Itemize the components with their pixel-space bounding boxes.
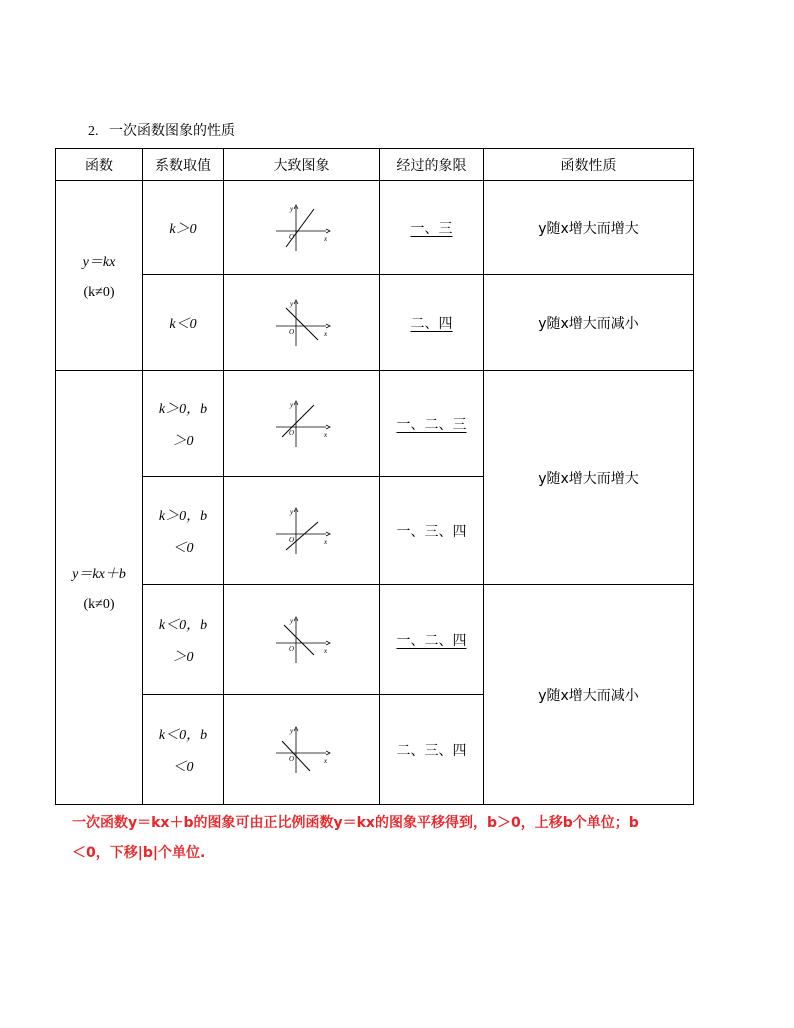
property-cell: [484, 585, 694, 805]
y-axis-label: y: [289, 204, 293, 213]
quadrant-cell: [380, 371, 484, 477]
coefficient-cell: [143, 371, 224, 477]
section-title: 一次函数图象的性质: [108, 123, 235, 139]
coefficient-text: ＞0: [172, 649, 194, 665]
quadrant-text: 一、三: [410, 220, 453, 237]
coefficient-cell: [143, 181, 224, 275]
coefficient-text: ＞0: [172, 433, 194, 449]
property-text: y随x增大而增大: [538, 220, 639, 237]
graph-sketch: [272, 725, 332, 775]
x-axis-arrow-icon: [326, 229, 330, 233]
x-axis-label: x: [323, 537, 327, 546]
function-condition: (k≠0): [83, 596, 115, 612]
note-line: ＜0，下移|b|个单位.: [72, 845, 206, 861]
x-axis-label: x: [323, 329, 327, 338]
origin-label: O: [288, 535, 294, 544]
quadrant-cell: [380, 181, 484, 275]
coefficient-text: k＞0，b: [158, 401, 208, 417]
x-axis-label: x: [323, 430, 327, 439]
graph-cell: [224, 585, 380, 695]
function-condition: (k≠0): [83, 284, 115, 300]
origin-label: O: [288, 754, 294, 763]
graph-cell: [224, 371, 380, 477]
coefficient-text: k＞0，b: [158, 508, 208, 524]
y-axis-label: y: [289, 616, 293, 625]
x-axis-label: x: [323, 646, 327, 655]
header-function: 函数: [56, 149, 143, 181]
header-coefficient: 系数取值: [143, 149, 224, 181]
table-row: [56, 585, 694, 695]
quadrant-cell: [380, 477, 484, 585]
coefficient-cell: [143, 585, 224, 695]
graph-sketch: [272, 399, 332, 449]
table-row: [56, 371, 694, 477]
quadrant-text: 一、三、四: [396, 523, 467, 540]
header-graph: 大致图象: [224, 149, 380, 181]
property-text: y随x增大而减小: [538, 315, 639, 332]
quadrant-text: 一、二、四: [396, 632, 467, 649]
y-axis-label: y: [289, 400, 293, 409]
x-axis-arrow-icon: [326, 425, 330, 429]
graph-sketch: [272, 506, 332, 556]
property-text: y随x增大而增大: [538, 470, 639, 487]
translation-note: [72, 808, 712, 868]
header-property: 函数性质: [484, 149, 694, 181]
table-row: [56, 275, 694, 371]
coefficient-cell: [143, 695, 224, 805]
quadrant-cell: [380, 275, 484, 371]
function-formula: y＝kx＋b: [72, 566, 126, 582]
origin-label: O: [288, 644, 294, 653]
quadrant-text: 二、四: [410, 315, 453, 332]
origin-label: O: [288, 428, 294, 437]
quadrant-cell: [380, 585, 484, 695]
coefficient-text: ＜0: [172, 759, 194, 775]
x-axis-arrow-icon: [326, 532, 330, 536]
x-axis-label: x: [323, 234, 327, 243]
function-line: [282, 405, 314, 437]
property-cell: [484, 275, 694, 371]
coefficient-text: ＜0: [172, 540, 194, 556]
coefficient-cell: [143, 477, 224, 585]
graph-sketch: [272, 615, 332, 665]
coefficient-text: k＜0，b: [158, 727, 208, 743]
linear-function-properties-table: [55, 148, 694, 805]
origin-label: O: [288, 327, 294, 336]
header-quadrants: 经过的象限: [380, 149, 484, 181]
quadrant-cell: [380, 695, 484, 805]
section-heading: [88, 120, 235, 140]
coefficient-cell: [143, 275, 224, 371]
property-text: y随x增大而减小: [538, 687, 639, 704]
note-line: 一次函数y＝kx＋b的图象可由正比例函数y＝kx的图象平移得到，b＞0，上移b个单位；b: [72, 815, 639, 831]
coefficient-text: k＜0: [169, 316, 197, 332]
y-axis-label: y: [289, 507, 293, 516]
property-cell: [484, 181, 694, 275]
function-line: [286, 209, 314, 247]
graph-cell: [224, 695, 380, 805]
function-formula: y＝kx: [82, 254, 116, 270]
graph-cell: [224, 181, 380, 275]
quadrant-text: 二、三、四: [396, 742, 467, 759]
origin-label: O: [288, 232, 294, 241]
x-axis-arrow-icon: [326, 641, 330, 645]
quadrant-text: 一、二、三: [396, 416, 467, 433]
coefficient-text: k＜0，b: [158, 617, 208, 633]
graph-cell: [224, 275, 380, 371]
y-axis-label: y: [289, 726, 293, 735]
function-cell: [56, 371, 143, 805]
y-axis-label: y: [289, 299, 293, 308]
section-number: 2.: [88, 124, 99, 139]
graph-sketch: [272, 203, 332, 253]
x-axis-arrow-icon: [326, 751, 330, 755]
table-row: [56, 181, 694, 275]
property-cell: [484, 371, 694, 585]
x-axis-label: x: [323, 756, 327, 765]
x-axis-arrow-icon: [326, 324, 330, 328]
graph-sketch: [272, 298, 332, 348]
table-header-row: [56, 149, 694, 181]
coefficient-text: k＞0: [169, 221, 197, 237]
function-cell: [56, 181, 143, 371]
graph-cell: [224, 477, 380, 585]
